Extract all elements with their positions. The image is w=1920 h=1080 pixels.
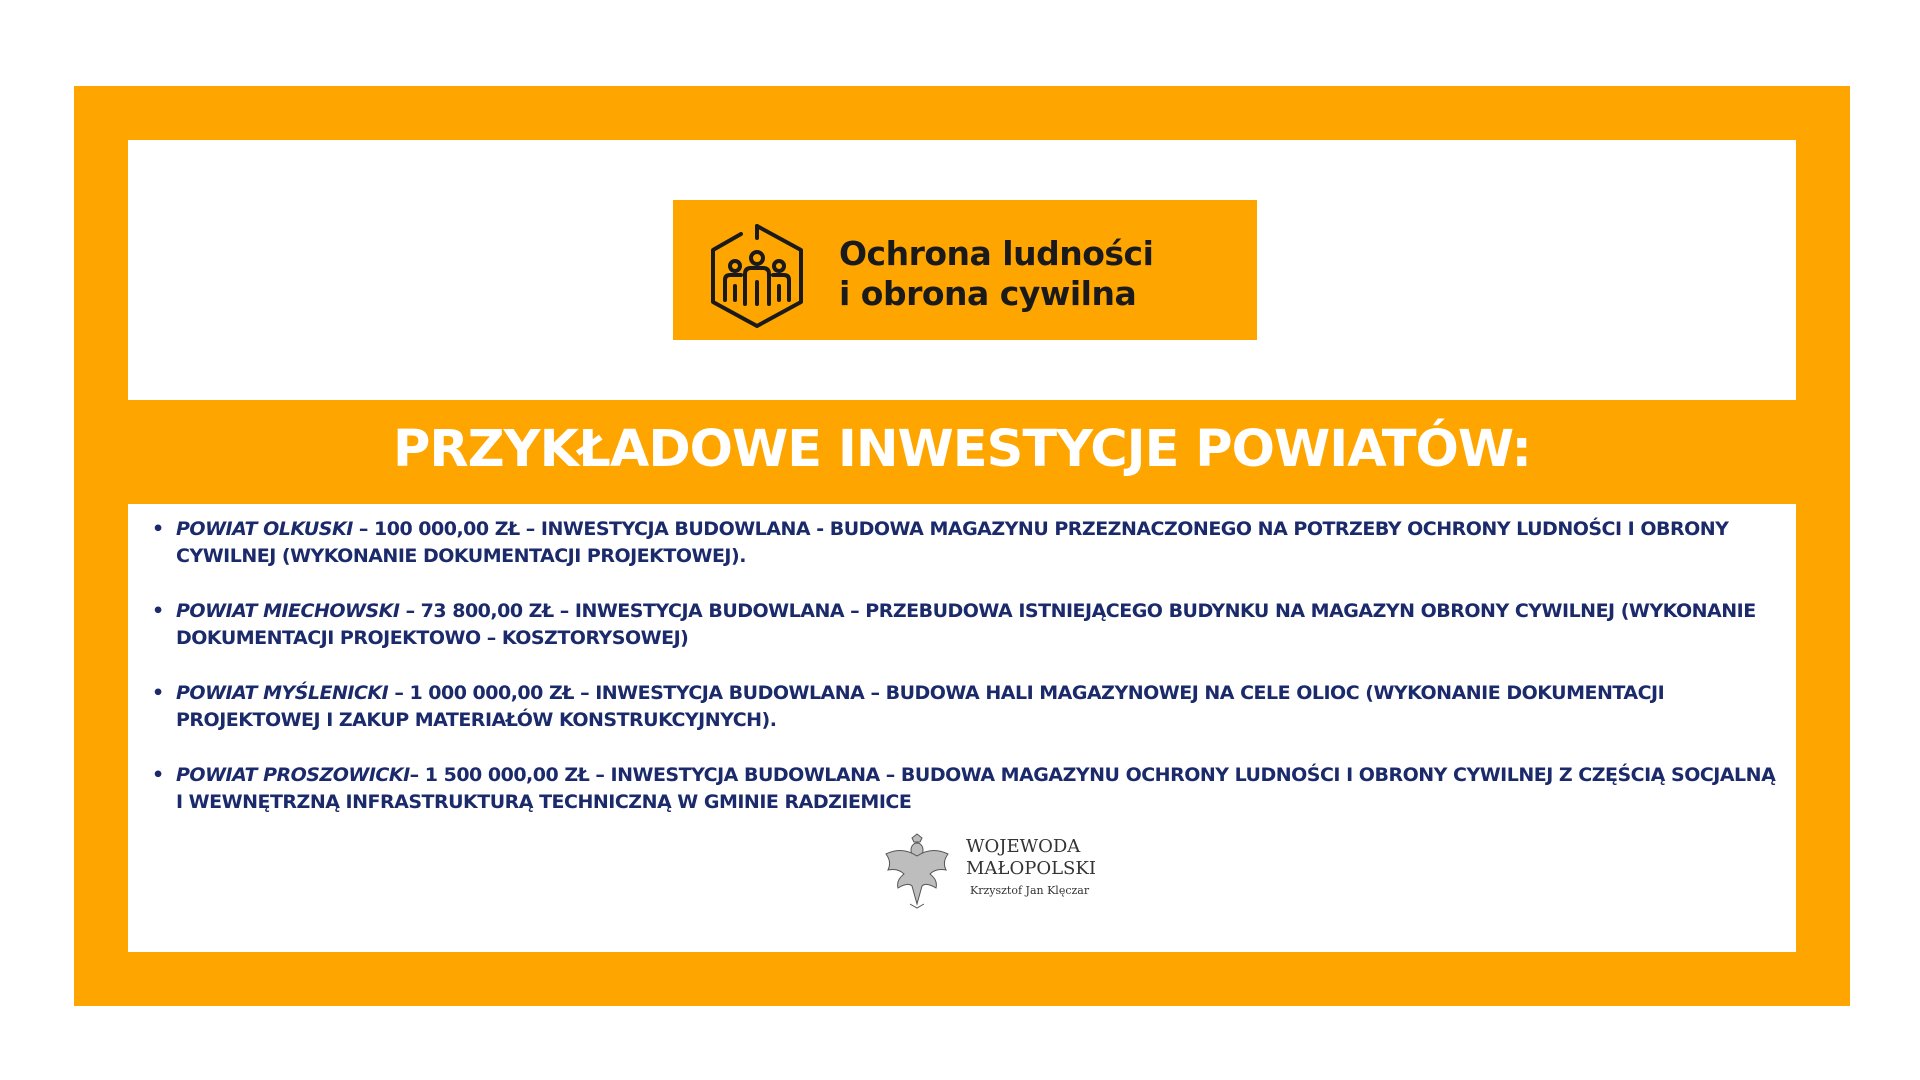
bullet-icon: • [152,682,164,704]
investment-description: – 73 800,00 ZŁ – INWESTYCJA BUDOWLANA – PRZEBUDOWA ISTNIEJĄCEGO BUDYNKU NA MAGAZYN OBRONY CYWILNEJ (WYKONANIE DOKUMENTACJI PROJEKTOWO – KOSZTORYSOWEJ) [176,600,1756,649]
logo-panel [128,140,1796,400]
logo-line-1: Ochrona ludności [839,234,1154,273]
district-name: POWIAT OLKUSKI [176,518,353,540]
eagle-emblem-icon [882,832,952,910]
logo-line-2: i obrona cywilna [839,274,1137,313]
program-logo [673,200,1257,340]
investments-panel [128,504,1796,952]
investments-list [152,516,1782,844]
list-item [152,516,1782,570]
district-name: POWIAT MYŚLENICKI [176,682,389,704]
people-shield-icon [705,220,809,332]
voivode-signature [882,832,1122,910]
district-name: POWIAT MIECHOWSKI [176,600,400,622]
list-item [152,680,1782,734]
logo-title [839,234,1153,314]
orange-frame [74,86,1850,1006]
list-item [152,762,1782,816]
investment-description: – 1 500 000,00 ZŁ – INWESTYCJA BUDOWLANA – BUDOWA MAGAZYNU OCHRONY LUDNOŚCI I OBRONY CYWILNEJ Z CZĘŚCIĄ SOCJALNĄ I WEWNĘTRZNĄ INFRASTRUKTURĄ TECHNICZNĄ W GMINIE RADZIEMICE [176,764,1776,813]
bullet-icon: • [152,600,164,622]
bullet-icon: • [152,764,164,786]
signature-title [966,836,1096,880]
page-title: PRZYKŁADOWE INWESTYCJE POWIATÓW: [393,420,1531,479]
signature-title-line-1: WOJEWODA [966,836,1081,857]
district-name: POWIAT PROSZOWICKI [176,764,410,786]
investment-description: – 100 000,00 ZŁ – INWESTYCJA BUDOWLANA - BUDOWA MAGAZYNU PRZEZNACZONEGO NA POTRZEBY OCHRONY LUDNOŚCI I OBRONY CYWILNEJ (WYKONANIE DOKUMENTACJI PROJEKTOWEJ). [176,518,1729,567]
signature-title-line-2: MAŁOPOLSKI [966,858,1096,879]
investment-description: – 1 000 000,00 ZŁ – INWESTYCJA BUDOWLANA – BUDOWA HALI MAGAZYNOWEJ NA CELE OLIOC (WYKONANIE DOKUMENTACJI PROJEKTOWEJ I ZAKUP MATERIAŁÓW KONSTRUKCYJNYCH). [176,682,1665,731]
list-item [152,598,1782,652]
signature-name: Krzysztof Jan Klęczar [970,884,1090,897]
bullet-icon: • [152,518,164,540]
